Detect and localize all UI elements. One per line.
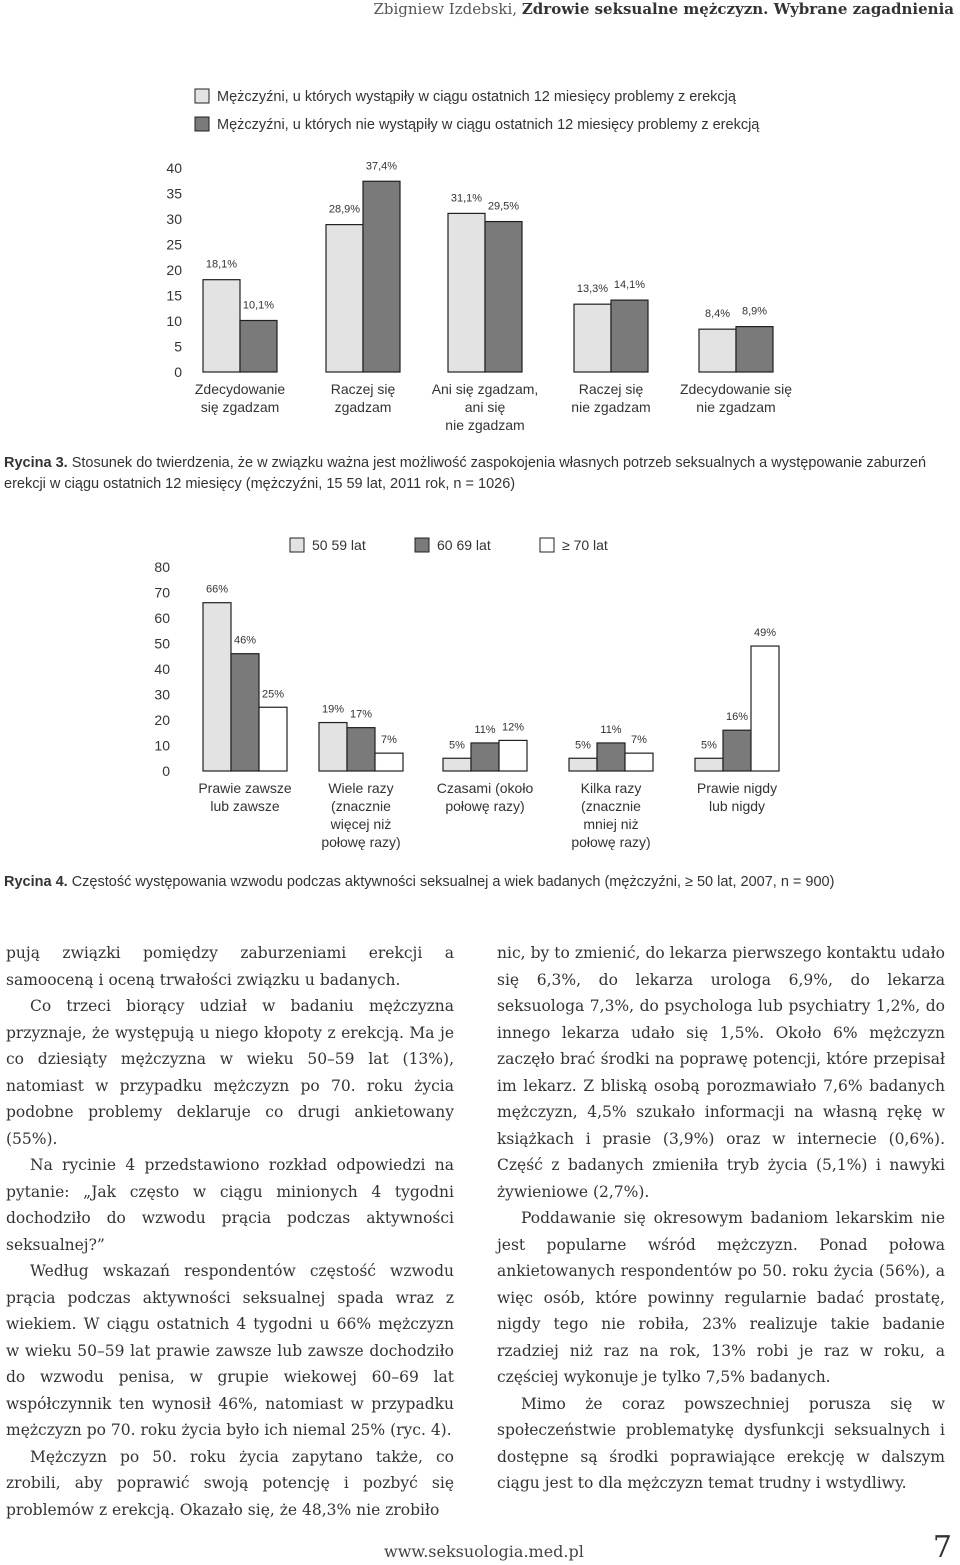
figure-3-caption-text: Stosunek do twierdzenia, że w związku ważna jest możliwość zaspokojenia własnych potrzeb seksualnych a występowanie zaburzeń erekcji w ciągu ostatnich 12 miesięcy (mężczyźni, 15 59 lat, 2011 rok, n = 1026) [4,455,927,492]
category-label: mniej niż [583,816,639,832]
footer-url: www.seksuologia.med.pl [384,1542,584,1561]
bar [240,320,277,372]
bar-value-label: 28,9% [328,203,361,216]
figure-3-label: Rycina 3. [4,455,68,471]
legend-swatch [415,538,429,552]
category-label: się zgadzam [200,399,280,415]
bar-value-label: 66% [205,583,229,596]
bar [471,743,499,771]
bar-value-label: 7% [631,734,647,747]
figure-4-caption-text: Częstość występowania wzwodu podczas aktywności seksualnej a wiek badanych (mężczyźni, ≥ 50 lat, 2007, n = 900) [71,874,835,890]
category-label: Raczej się [330,381,396,397]
category-label: nie zgadzam [445,417,525,433]
bar-value-label: 31,1% [450,192,483,205]
legend-label: Mężczyźni, u których wystąpiły w ciągu ostatnich 12 miesięcy problemy z erekcją [217,89,736,105]
bar [443,758,471,771]
bar-value-label: 13,3% [576,283,609,296]
bar [259,707,287,771]
bar [363,181,400,372]
paragraph: Poddawanie się okresowym badaniom lekarskim nie jest popularne wśród mężczyzn. Ponad połowa ankietowanych respondentów po 50. roku życia (56%), a więc osób, które powinny regularnie badać prostatę, nigdy tego nie robiła, 23% realizuje takie badanie rzadziej niż raz na rok, 13% robi je raz w roku, a częściej wykonuje je tylko 7,5% badanych. [497,1209,945,1386]
bar-value-label: 14,1% [613,279,646,292]
category-label: lub nigdy [708,798,766,814]
legend-swatch [290,538,304,552]
bar [723,730,751,771]
bar [695,758,723,771]
y-tick-label: 25 [166,236,182,253]
figure-4-caption [4,872,956,893]
y-tick-label: 40 [166,160,182,176]
bar [485,222,522,372]
bar [597,743,625,771]
paragraph: Mimo że coraz powszechniej porusza się w społeczeństwie problematykę dysfunkcji seksualnych i dostępne są środki poprawiające erekcję w dalszym ciągu jest to dla mężczyzn temat trudny i wstydliwy. [497,1394,945,1492]
category-label: Czasami (około [436,780,534,796]
category-label: Raczej się [578,381,644,397]
bar-value-label: 8,4% [704,308,731,321]
y-tick-label: 10 [154,737,170,754]
category-label: Prawie nigdy [696,780,778,796]
bar [347,728,375,771]
category-label: zgadzam [334,399,392,415]
legend-swatch [540,538,554,552]
y-tick-label: 80 [154,559,170,575]
bar [326,225,363,372]
category-label: ani się [464,399,506,415]
figure-4-label: Rycina 4. [4,874,68,890]
y-tick-label: 0 [174,364,182,380]
legend-label: 60 69 lat [437,537,491,553]
y-tick-label: 70 [154,584,170,601]
y-tick-label: 20 [166,262,182,278]
bar-value-label: 5% [701,739,717,752]
category-label: (znacznie [581,798,641,814]
paragraph: Na rycinie 4 przedstawiono rozkład odpowiedzi na pytanie: „Jak często w ciągu minionych 4 tygodni dochodziło do wzwodu prącia podczas aktywności seksualnej?” [6,1156,454,1254]
legend-label: Mężczyźni, u których nie wystąpiły w ciągu ostatnich 12 miesięcy problemy z erekcją [217,117,760,133]
bar-value-label: 5% [575,739,591,752]
paragraph: Według wskazań respondentów częstość wzwodu prącia podczas aktywności seksualnej spada wraz z wiekiem. W ciągu ostatnich 4 tygodni u 66% mężczyzn w wieku 50–59 lat prawie zawsze lub zawsze dochodziło do wzwodu penisa, w grupie wiekowej 60–69 lat współczynnik ten wynosił 46%, natomiast w przypadku mężczyzn po 70. roku życia było ich niemal 25% (ryc. 4). [6,1262,454,1439]
category-label: więcej niż [330,816,392,832]
page-number: 7 [932,1530,952,1565]
bar [231,654,259,771]
legend-label: 50 59 lat [312,537,366,553]
bar [375,753,403,771]
bar [736,327,773,372]
y-tick-label: 0 [162,763,170,779]
bar-value-label: 18,1% [205,258,238,271]
body-column-right [497,940,945,1497]
figure-3-chart [0,78,960,448]
header-author: Zbigniew Izdebski, [373,0,518,18]
bar [611,300,648,372]
bar-value-label: 29,5% [487,200,520,213]
y-tick-label: 5 [174,338,182,355]
bar [203,603,231,771]
y-tick-label: 30 [166,211,182,227]
bar [203,280,240,372]
bar-value-label: 11% [600,723,622,736]
body-column-left [6,940,454,1523]
bar-value-label: 16% [725,711,749,724]
bar-value-label: 8,9% [741,305,768,318]
y-tick-label: 30 [154,686,170,703]
header-title: Zdrowie seksualne mężczyzn. Wybrane zagadnienia [521,0,954,18]
category-label: Kilka razy [580,780,642,796]
legend-swatch [195,117,209,131]
bar [499,740,527,771]
y-tick-label: 20 [154,712,170,728]
category-label: Zdecydowanie się [679,381,793,397]
bar-value-label: 25% [261,688,285,701]
running-header [373,0,954,18]
bar [569,758,597,771]
bar [751,646,779,771]
bar-value-label: 10,1% [242,299,275,312]
category-label: połowę razy) [321,834,401,850]
category-label: połowę razy) [571,834,651,850]
bar-value-label: 19% [321,703,345,716]
bar-value-label: 17% [349,708,373,721]
y-tick-label: 50 [154,635,170,652]
figure-3-caption [4,453,956,495]
bar [319,723,347,771]
bar-value-label: 46% [233,634,257,647]
y-tick-label: 35 [166,185,182,202]
category-label: lub zawsze [210,798,280,814]
bar [574,304,611,372]
paragraph: pują związki pomiędzy zaburzeniami erekcji a samooceną i oceną trwałości związku u badanych. [6,944,454,989]
bar [699,329,736,372]
legend-label: ≥ 70 lat [562,537,608,553]
bar-value-label: 49% [753,627,777,640]
category-label: (znacznie [331,798,391,814]
bar [448,213,485,372]
bar-value-label: 5% [449,739,465,752]
category-label: Prawie zawsze [198,780,292,796]
category-label: nie zgadzam [696,399,776,415]
legend-swatch [195,89,209,103]
bar [625,753,653,771]
category-label: Zdecydowanie [194,381,286,397]
y-tick-label: 60 [154,610,170,626]
bar-value-label: 37,4% [365,160,398,173]
category-label: połowę razy) [445,798,525,814]
category-label: nie zgadzam [571,399,651,415]
paragraph: nic, by to zmienić, do lekarza pierwszego kontaktu udało się 6,3%, do lekarza urologa 6,9%, do lekarza seksuologa 7,3%, do psychologa lub psychiatry 1,2%, do innego lekarza udało się 1,5%. Około 6% mężczyzn zaczęło brać środki na poprawę potencji, które przepisał im lekarz. Z bliską osobą porozmawiało 7,6% badanych mężczyzn, 4,5% szukało informacji na własną rękę w książkach i prasie (3,9%) oraz w internecie (0,6%). Część z badanych zmieniła tryb życia (5,1%) i nawyki żywieniowe (2,7%). [497,944,945,1201]
y-tick-label: 10 [166,313,182,329]
bar-value-label: 11% [474,723,496,736]
y-tick-label: 15 [166,287,182,304]
figure-4-chart [0,530,960,860]
paragraph: Co trzeci biorący udział w badaniu mężczyzna przyznaje, że występują u niego kłopoty z erekcją. Ma je co dziesiąty mężczyzna w wieku 50–59 lat (13%), natomiast w przypadku mężczyzn po 70. roku życia podobne problemy deklaruje co drugi ankietowany (55%). [6,997,454,1148]
bar-value-label: 12% [501,721,525,734]
category-label: Ani się zgadzam, [431,381,539,397]
paragraph: Mężczyzn po 50. roku życia zapytano także, co zrobili, aby poprawić swoją potencję i pozbyć się problemów z erekcją. Okazało się, że 48,3% nie zrobiło [6,1447,454,1519]
bar-value-label: 7% [381,734,397,747]
y-tick-label: 40 [154,661,170,677]
category-label: Wiele razy [328,780,394,796]
